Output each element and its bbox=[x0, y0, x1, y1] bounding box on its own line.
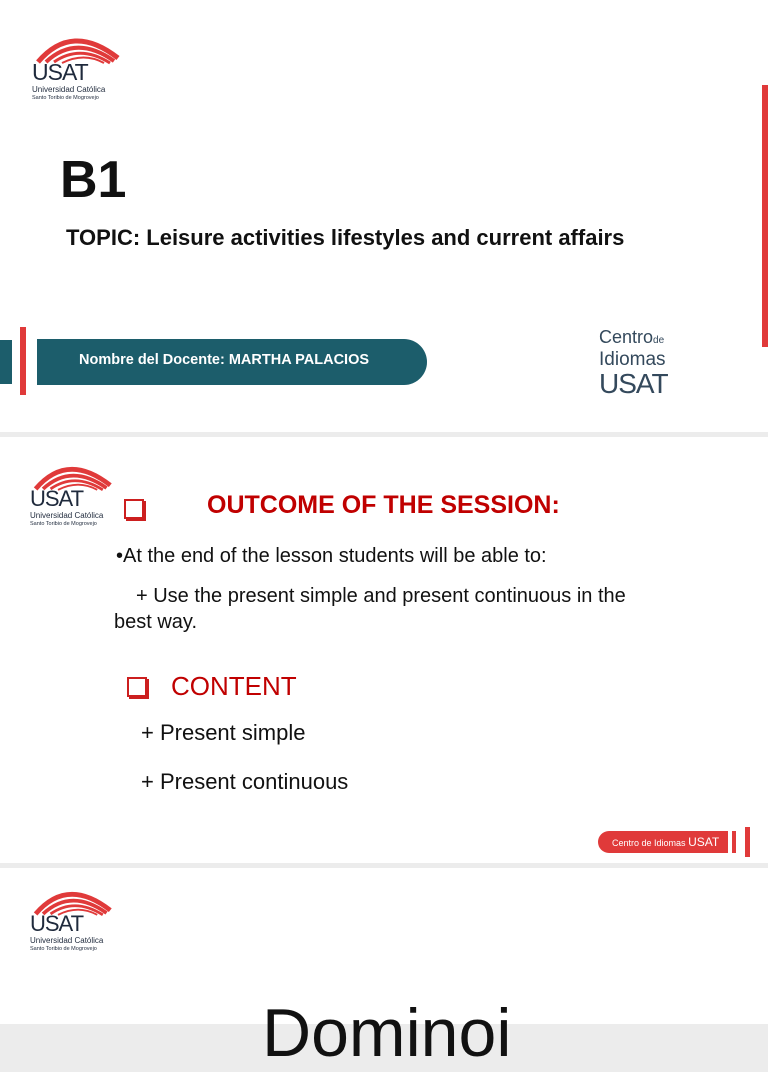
centro-footer-label: Centro de Idiomas bbox=[612, 838, 686, 848]
centro-usat-word: USAT bbox=[599, 368, 668, 399]
topic-heading: TOPIC: Leisure activities lifestyles and current affairs bbox=[66, 225, 625, 250]
usat-logo bbox=[32, 28, 132, 106]
logo-university-line: Universidad Católica bbox=[30, 511, 104, 520]
slide-1 bbox=[0, 0, 768, 432]
objective-line-1: + Use the present simple and present continuous in the bbox=[136, 585, 626, 607]
content-item: + Present continuous bbox=[141, 769, 349, 794]
red-divider bbox=[20, 327, 26, 395]
teacher-banner bbox=[37, 339, 427, 385]
checkbox-bullet-icon bbox=[124, 499, 144, 519]
centro-footer-brand: USAT bbox=[688, 835, 720, 849]
usat-logo bbox=[30, 882, 130, 960]
logo-subtitle-line: Santo Toribio de Mogrovejo bbox=[32, 95, 99, 101]
level-title: B1 bbox=[60, 151, 127, 209]
slide-2 bbox=[0, 437, 768, 863]
right-accent-bar bbox=[762, 85, 768, 347]
teacher-name: Nombre del Docente: MARTHA PALACIOS bbox=[79, 352, 370, 368]
slide-3-title: Dominoi bbox=[262, 995, 512, 1071]
left-teal-block bbox=[0, 340, 12, 384]
centro-de: de bbox=[653, 335, 665, 346]
logo-university-line: Universidad Católica bbox=[30, 936, 104, 945]
logo-subtitle-line: Santo Toribio de Mogrovejo bbox=[30, 946, 97, 952]
content-heading: CONTENT bbox=[171, 671, 297, 701]
logo-usat-text: USAT bbox=[30, 911, 84, 936]
outcome-intro: •At the end of the lesson students will be able to: bbox=[116, 545, 547, 567]
usat-logo bbox=[30, 457, 130, 535]
footer-accent bbox=[732, 831, 736, 853]
content-item: + Present simple bbox=[141, 720, 306, 745]
logo-subtitle-line: Santo Toribio de Mogrovejo bbox=[30, 521, 97, 527]
logo-usat-text: USAT bbox=[30, 486, 84, 511]
checkbox-bullet-icon bbox=[127, 677, 147, 697]
footer-accent bbox=[745, 827, 750, 857]
logo-usat-text: USAT bbox=[32, 59, 88, 85]
slide-3 bbox=[0, 868, 768, 1071]
logo-university-line: Universidad Católica bbox=[32, 85, 106, 94]
outcome-heading: OUTCOME OF THE SESSION: bbox=[207, 491, 560, 519]
centro-idiomas-logo bbox=[599, 328, 668, 398]
centro-footer-bar bbox=[598, 831, 728, 853]
objective-line-2: best way. bbox=[114, 611, 197, 633]
idiomas-word: Idiomas bbox=[599, 349, 666, 370]
centro-word: Centro bbox=[599, 327, 654, 347]
